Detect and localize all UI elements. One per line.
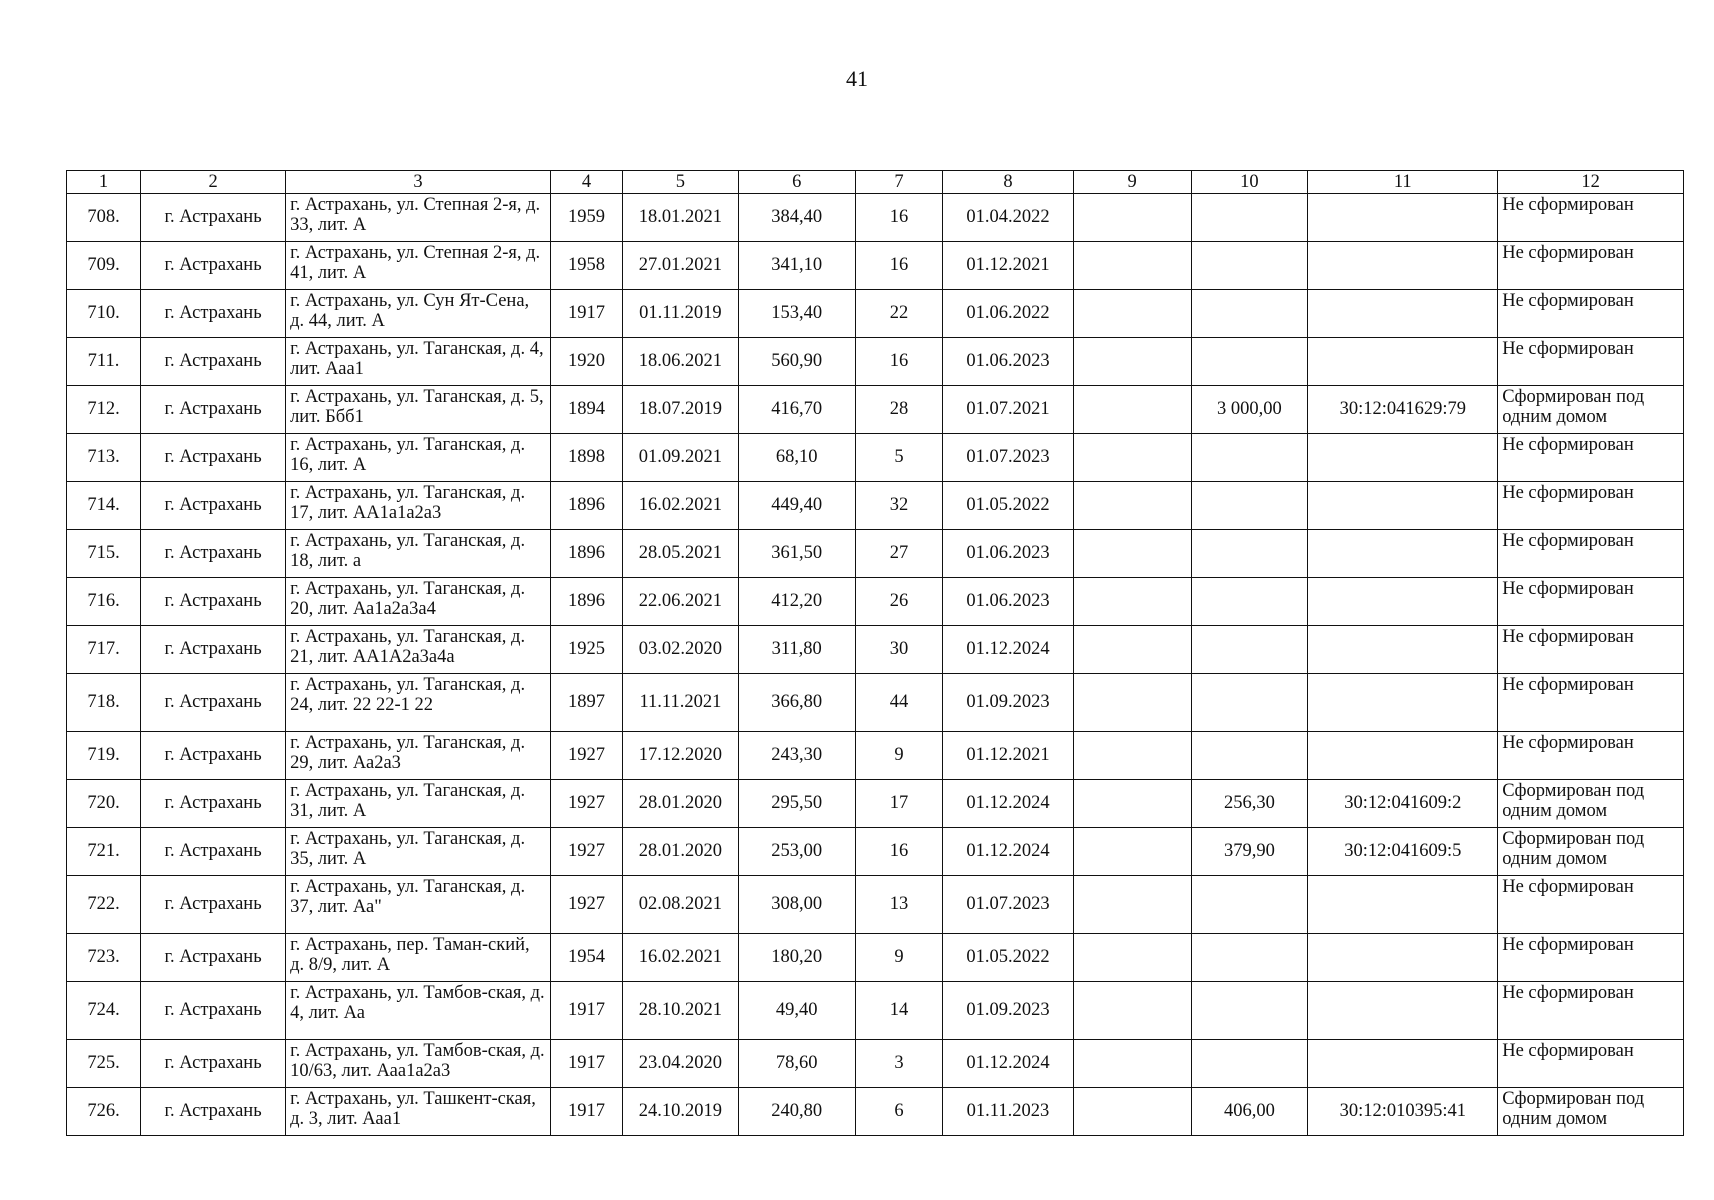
city-cell: г. Астрахань (141, 732, 286, 780)
address-cell: г. Астрахань, ул. Таганская, д. 17, лит. АА1а1а2а3 (286, 482, 551, 530)
city-cell: г. Астрахань (141, 578, 286, 626)
column-header: 10 (1191, 171, 1308, 194)
row-number-cell: 725. (67, 1040, 141, 1088)
column-9-cell (1073, 982, 1191, 1040)
area-cell: 361,50 (738, 530, 855, 578)
planned-date-cell: 01.07.2023 (943, 876, 1073, 934)
planned-date-cell: 01.05.2022 (943, 934, 1073, 982)
status-cell: Сформирован под одним домом (1498, 1088, 1684, 1136)
cadastral-number-cell (1308, 242, 1498, 290)
land-area-cell (1191, 290, 1308, 338)
status-cell: Не сформирован (1498, 290, 1684, 338)
status-cell: Не сформирован (1498, 1040, 1684, 1088)
cadastral-number-cell: 30:12:041629:79 (1308, 386, 1498, 434)
planned-date-cell: 01.06.2023 (943, 578, 1073, 626)
table-row (67, 242, 1684, 290)
address-cell: г. Астрахань, ул. Таганская, д. 16, лит. А (286, 434, 551, 482)
date-cell: 01.11.2019 (623, 290, 739, 338)
table-row (67, 386, 1684, 434)
column-9-cell (1073, 1088, 1191, 1136)
status-cell: Не сформирован (1498, 626, 1684, 674)
row-number-cell: 718. (67, 674, 141, 732)
address-cell: г. Астрахань, ул. Сун Ят-Сена, д. 44, лит. А (286, 290, 551, 338)
area-cell: 68,10 (738, 434, 855, 482)
year-cell: 1917 (551, 1088, 623, 1136)
count-cell: 32 (855, 482, 943, 530)
area-cell: 416,70 (738, 386, 855, 434)
cadastral-number-cell (1308, 626, 1498, 674)
planned-date-cell: 01.05.2022 (943, 482, 1073, 530)
address-cell: г. Астрахань, ул. Таганская, д. 4, лит. Ааа1 (286, 338, 551, 386)
column-header: 5 (623, 171, 739, 194)
column-header: 7 (855, 171, 943, 194)
year-cell: 1925 (551, 626, 623, 674)
city-cell: г. Астрахань (141, 934, 286, 982)
area-cell: 253,00 (738, 828, 855, 876)
land-area-cell (1191, 876, 1308, 934)
year-cell: 1927 (551, 828, 623, 876)
address-cell: г. Астрахань, ул. Степная 2-я, д. 33, лит. А (286, 194, 551, 242)
planned-date-cell: 01.09.2023 (943, 674, 1073, 732)
table-row (67, 434, 1684, 482)
date-cell: 27.01.2021 (623, 242, 739, 290)
cadastral-number-cell (1308, 876, 1498, 934)
address-cell: г. Астрахань, ул. Тамбов-ская, д. 4, лит. Аа (286, 982, 551, 1040)
row-number-cell: 719. (67, 732, 141, 780)
year-cell: 1927 (551, 876, 623, 934)
address-cell: г. Астрахань, ул. Таганская, д. 20, лит. Аа1а2а3а4 (286, 578, 551, 626)
area-cell: 243,30 (738, 732, 855, 780)
table-row (67, 1088, 1684, 1136)
row-number-cell: 717. (67, 626, 141, 674)
area-cell: 78,60 (738, 1040, 855, 1088)
column-9-cell (1073, 732, 1191, 780)
column-header: 12 (1498, 171, 1684, 194)
cadastral-number-cell (1308, 530, 1498, 578)
count-cell: 30 (855, 626, 943, 674)
year-cell: 1927 (551, 732, 623, 780)
year-cell: 1896 (551, 482, 623, 530)
row-number-cell: 710. (67, 290, 141, 338)
table-row (67, 934, 1684, 982)
area-cell: 240,80 (738, 1088, 855, 1136)
date-cell: 03.02.2020 (623, 626, 739, 674)
count-cell: 6 (855, 1088, 943, 1136)
land-area-cell: 379,90 (1191, 828, 1308, 876)
row-number-cell: 709. (67, 242, 141, 290)
address-cell: г. Астрахань, ул. Таганская, д. 5, лит. Ббб1 (286, 386, 551, 434)
year-cell: 1894 (551, 386, 623, 434)
column-header: 11 (1308, 171, 1498, 194)
planned-date-cell: 01.11.2023 (943, 1088, 1073, 1136)
planned-date-cell: 01.07.2023 (943, 434, 1073, 482)
column-9-cell (1073, 194, 1191, 242)
status-cell: Сформирован под одним домом (1498, 386, 1684, 434)
table-row (67, 530, 1684, 578)
column-header: 2 (141, 171, 286, 194)
planned-date-cell: 01.12.2021 (943, 732, 1073, 780)
year-cell: 1920 (551, 338, 623, 386)
cadastral-number-cell (1308, 732, 1498, 780)
count-cell: 16 (855, 242, 943, 290)
date-cell: 11.11.2021 (623, 674, 739, 732)
address-cell: г. Астрахань, ул. Тамбов-ская, д. 10/63, лит. Ааа1а2а3 (286, 1040, 551, 1088)
year-cell: 1898 (551, 434, 623, 482)
status-cell: Не сформирован (1498, 338, 1684, 386)
year-cell: 1958 (551, 242, 623, 290)
column-header: 8 (943, 171, 1073, 194)
area-cell: 180,20 (738, 934, 855, 982)
table-row (67, 482, 1684, 530)
planned-date-cell: 01.12.2024 (943, 626, 1073, 674)
land-area-cell (1191, 578, 1308, 626)
land-area-cell: 3 000,00 (1191, 386, 1308, 434)
land-area-cell (1191, 242, 1308, 290)
count-cell: 22 (855, 290, 943, 338)
address-cell: г. Астрахань, ул. Ташкент-ская, д. 3, лит. Ааа1 (286, 1088, 551, 1136)
cadastral-number-cell (1308, 434, 1498, 482)
date-cell: 22.06.2021 (623, 578, 739, 626)
count-cell: 16 (855, 828, 943, 876)
status-cell: Сформирован под одним домом (1498, 780, 1684, 828)
row-number-cell: 715. (67, 530, 141, 578)
row-number-cell: 716. (67, 578, 141, 626)
address-cell: г. Астрахань, ул. Таганская, д. 18, лит. а (286, 530, 551, 578)
date-cell: 28.10.2021 (623, 982, 739, 1040)
column-9-cell (1073, 482, 1191, 530)
status-cell: Не сформирован (1498, 982, 1684, 1040)
land-area-cell (1191, 482, 1308, 530)
column-9-cell (1073, 434, 1191, 482)
city-cell: г. Астрахань (141, 982, 286, 1040)
date-cell: 28.01.2020 (623, 780, 739, 828)
year-cell: 1897 (551, 674, 623, 732)
land-area-cell (1191, 194, 1308, 242)
table-row (67, 732, 1684, 780)
year-cell: 1896 (551, 530, 623, 578)
area-cell: 153,40 (738, 290, 855, 338)
table-row (67, 338, 1684, 386)
table-row (67, 674, 1684, 732)
column-9-cell (1073, 780, 1191, 828)
status-cell: Не сформирован (1498, 876, 1684, 934)
land-area-cell (1191, 674, 1308, 732)
column-9-cell (1073, 338, 1191, 386)
date-cell: 16.02.2021 (623, 934, 739, 982)
date-cell: 18.06.2021 (623, 338, 739, 386)
land-area-cell (1191, 934, 1308, 982)
status-cell: Не сформирован (1498, 732, 1684, 780)
area-cell: 366,80 (738, 674, 855, 732)
status-cell: Не сформирован (1498, 434, 1684, 482)
date-cell: 16.02.2021 (623, 482, 739, 530)
area-cell: 311,80 (738, 626, 855, 674)
count-cell: 3 (855, 1040, 943, 1088)
address-cell: г. Астрахань, ул. Таганская, д. 35, лит. А (286, 828, 551, 876)
page-number: 41 (846, 66, 868, 91)
year-cell: 1917 (551, 290, 623, 338)
date-cell: 18.07.2019 (623, 386, 739, 434)
column-header: 3 (286, 171, 551, 194)
cadastral-number-cell (1308, 934, 1498, 982)
column-header: 6 (738, 171, 855, 194)
address-cell: г. Астрахань, ул. Таганская, д. 29, лит. Аа2а3 (286, 732, 551, 780)
address-cell: г. Астрахань, пер. Таман-ский, д. 8/9, лит. А (286, 934, 551, 982)
table-row (67, 290, 1684, 338)
row-number-cell: 724. (67, 982, 141, 1040)
city-cell: г. Астрахань (141, 482, 286, 530)
cadastral-number-cell: 30:12:010395:41 (1308, 1088, 1498, 1136)
area-cell: 49,40 (738, 982, 855, 1040)
date-cell: 28.01.2020 (623, 828, 739, 876)
land-area-cell (1191, 982, 1308, 1040)
planned-date-cell: 01.12.2024 (943, 828, 1073, 876)
cadastral-number-cell: 30:12:041609:2 (1308, 780, 1498, 828)
date-cell: 23.04.2020 (623, 1040, 739, 1088)
planned-date-cell: 01.12.2021 (943, 242, 1073, 290)
planned-date-cell: 01.06.2022 (943, 290, 1073, 338)
city-cell: г. Астрахань (141, 1088, 286, 1136)
city-cell: г. Астрахань (141, 194, 286, 242)
table-header (67, 171, 1684, 194)
table-row (67, 982, 1684, 1040)
column-header: 4 (551, 171, 623, 194)
row-number-cell: 712. (67, 386, 141, 434)
table-row (67, 578, 1684, 626)
table-row (67, 828, 1684, 876)
count-cell: 27 (855, 530, 943, 578)
cadastral-number-cell (1308, 674, 1498, 732)
area-cell: 384,40 (738, 194, 855, 242)
registry-table (66, 170, 1684, 1136)
header-row (67, 171, 1684, 194)
city-cell: г. Астрахань (141, 338, 286, 386)
column-9-cell (1073, 242, 1191, 290)
land-area-cell: 406,00 (1191, 1088, 1308, 1136)
column-9-cell (1073, 578, 1191, 626)
city-cell: г. Астрахань (141, 780, 286, 828)
status-cell: Не сформирован (1498, 674, 1684, 732)
year-cell: 1896 (551, 578, 623, 626)
row-number-cell: 708. (67, 194, 141, 242)
row-number-cell: 722. (67, 876, 141, 934)
count-cell: 16 (855, 338, 943, 386)
area-cell: 560,90 (738, 338, 855, 386)
column-9-cell (1073, 934, 1191, 982)
column-9-cell (1073, 290, 1191, 338)
status-cell: Сформирован под одним домом (1498, 828, 1684, 876)
count-cell: 9 (855, 934, 943, 982)
city-cell: г. Астрахань (141, 876, 286, 934)
column-9-cell (1073, 1040, 1191, 1088)
status-cell: Не сформирован (1498, 934, 1684, 982)
count-cell: 16 (855, 194, 943, 242)
row-number-cell: 721. (67, 828, 141, 876)
city-cell: г. Астрахань (141, 434, 286, 482)
address-cell: г. Астрахань, ул. Таганская, д. 21, лит. АА1А2а3а4а (286, 626, 551, 674)
count-cell: 14 (855, 982, 943, 1040)
year-cell: 1959 (551, 194, 623, 242)
city-cell: г. Астрахань (141, 1040, 286, 1088)
land-area-cell (1191, 732, 1308, 780)
table-row (67, 194, 1684, 242)
planned-date-cell: 01.09.2023 (943, 982, 1073, 1040)
planned-date-cell: 01.06.2023 (943, 338, 1073, 386)
column-9-cell (1073, 876, 1191, 934)
row-number-cell: 713. (67, 434, 141, 482)
land-area-cell (1191, 1040, 1308, 1088)
column-header: 1 (67, 171, 141, 194)
area-cell: 308,00 (738, 876, 855, 934)
column-9-cell (1073, 828, 1191, 876)
table-row (67, 1040, 1684, 1088)
status-cell: Не сформирован (1498, 242, 1684, 290)
column-9-cell (1073, 530, 1191, 578)
row-number-cell: 714. (67, 482, 141, 530)
address-cell: г. Астрахань, ул. Таганская, д. 37, лит. Аа" (286, 876, 551, 934)
row-number-cell: 723. (67, 934, 141, 982)
cadastral-number-cell (1308, 338, 1498, 386)
count-cell: 26 (855, 578, 943, 626)
year-cell: 1917 (551, 1040, 623, 1088)
city-cell: г. Астрахань (141, 242, 286, 290)
cadastral-number-cell (1308, 482, 1498, 530)
land-area-cell (1191, 434, 1308, 482)
address-cell: г. Астрахань, ул. Таганская, д. 24, лит. 22 22-1 22 (286, 674, 551, 732)
planned-date-cell: 01.04.2022 (943, 194, 1073, 242)
count-cell: 9 (855, 732, 943, 780)
row-number-cell: 720. (67, 780, 141, 828)
year-cell: 1927 (551, 780, 623, 828)
date-cell: 02.08.2021 (623, 876, 739, 934)
address-cell: г. Астрахань, ул. Степная 2-я, д. 41, лит. А (286, 242, 551, 290)
year-cell: 1954 (551, 934, 623, 982)
area-cell: 449,40 (738, 482, 855, 530)
date-cell: 28.05.2021 (623, 530, 739, 578)
date-cell: 18.01.2021 (623, 194, 739, 242)
count-cell: 17 (855, 780, 943, 828)
column-9-cell (1073, 674, 1191, 732)
date-cell: 24.10.2019 (623, 1088, 739, 1136)
row-number-cell: 726. (67, 1088, 141, 1136)
status-cell: Не сформирован (1498, 194, 1684, 242)
planned-date-cell: 01.12.2024 (943, 780, 1073, 828)
area-cell: 295,50 (738, 780, 855, 828)
land-area-cell (1191, 626, 1308, 674)
column-9-cell (1073, 386, 1191, 434)
date-cell: 01.09.2021 (623, 434, 739, 482)
area-cell: 412,20 (738, 578, 855, 626)
column-9-cell (1073, 626, 1191, 674)
land-area-cell (1191, 338, 1308, 386)
status-cell: Не сформирован (1498, 578, 1684, 626)
cadastral-number-cell (1308, 290, 1498, 338)
cadastral-number-cell (1308, 578, 1498, 626)
cadastral-number-cell (1308, 1040, 1498, 1088)
row-number-cell: 711. (67, 338, 141, 386)
planned-date-cell: 01.06.2023 (943, 530, 1073, 578)
count-cell: 13 (855, 876, 943, 934)
city-cell: г. Астрахань (141, 674, 286, 732)
table-row (67, 780, 1684, 828)
cadastral-number-cell: 30:12:041609:5 (1308, 828, 1498, 876)
city-cell: г. Астрахань (141, 290, 286, 338)
table-row (67, 626, 1684, 674)
cadastral-number-cell (1308, 982, 1498, 1040)
address-cell: г. Астрахань, ул. Таганская, д. 31, лит. А (286, 780, 551, 828)
planned-date-cell: 01.12.2024 (943, 1040, 1073, 1088)
planned-date-cell: 01.07.2021 (943, 386, 1073, 434)
city-cell: г. Астрахань (141, 828, 286, 876)
cadastral-number-cell (1308, 194, 1498, 242)
status-cell: Не сформирован (1498, 530, 1684, 578)
count-cell: 5 (855, 434, 943, 482)
table-row (67, 876, 1684, 934)
status-cell: Не сформирован (1498, 482, 1684, 530)
count-cell: 44 (855, 674, 943, 732)
area-cell: 341,10 (738, 242, 855, 290)
year-cell: 1917 (551, 982, 623, 1040)
city-cell: г. Астрахань (141, 626, 286, 674)
city-cell: г. Астрахань (141, 530, 286, 578)
land-area-cell (1191, 530, 1308, 578)
table-body (67, 194, 1684, 1136)
date-cell: 17.12.2020 (623, 732, 739, 780)
land-area-cell: 256,30 (1191, 780, 1308, 828)
count-cell: 28 (855, 386, 943, 434)
column-header: 9 (1073, 171, 1191, 194)
city-cell: г. Астрахань (141, 386, 286, 434)
